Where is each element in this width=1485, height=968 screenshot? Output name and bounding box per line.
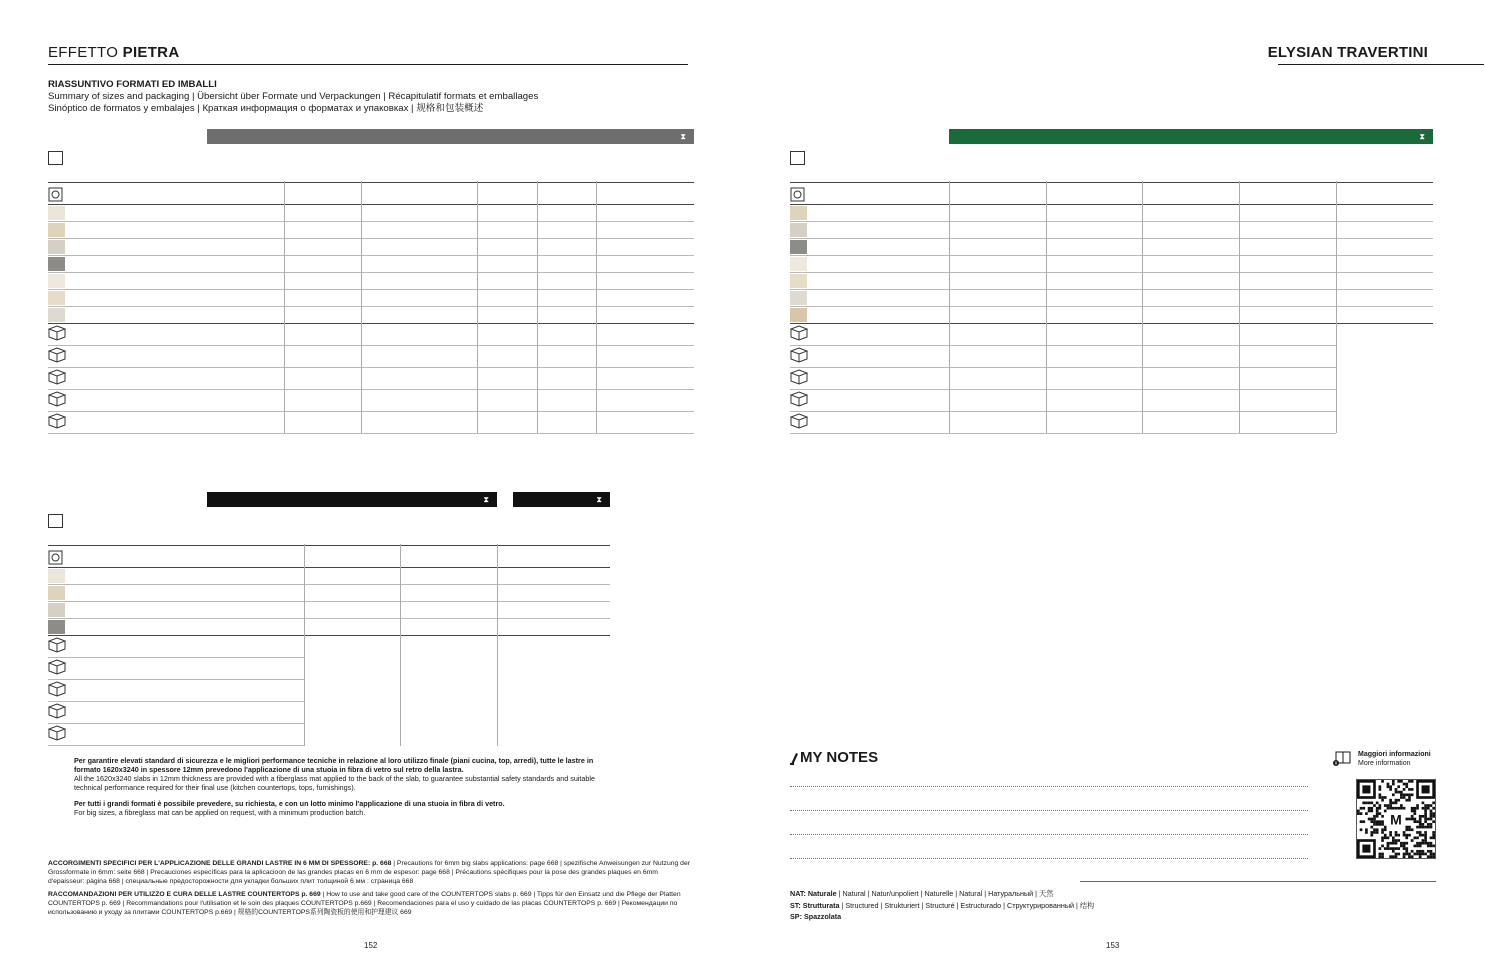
format-icon: [48, 514, 63, 528]
pack-row-rule: [790, 389, 1336, 390]
col-divider-3: [537, 181, 538, 433]
summary-block: [48, 79, 538, 115]
hourglass-icon: ⧗: [596, 494, 602, 504]
product-row-rule: [48, 272, 694, 273]
pack-row-rule: [790, 433, 1336, 434]
fiberglass-note: [74, 756, 614, 817]
note-1-bold: Per garantire elevati standard di sicurezza e le migliori performance tecniche in relazione al loro utilizzo finale (piani cucina, top, arredi), tutte le lastre in formato 1620x3240 in spessore 12mm prevedono l'applicazione di una stuoia in fibra di vetro sul retro della lastra.: [74, 756, 594, 774]
pack-icon-3: [790, 391, 804, 405]
note-4-bold: RACCOMANDAZIONI PER UTILIZZO E CURA DELLE LASTRE COUNTERTOPS p. 669: [48, 891, 321, 899]
more-info-label-2: More information: [1358, 760, 1411, 767]
pack-top-rule: [48, 635, 610, 636]
col-divider-4: [596, 181, 597, 433]
pack-icon-0: [48, 325, 62, 339]
swatch-ey13: [790, 274, 807, 288]
pack-top-rule: [48, 323, 694, 324]
thickness-bar-0: [949, 129, 1433, 144]
precautions-note: [48, 860, 696, 918]
finish-legend: [790, 888, 1094, 923]
hourglass-icon: ⧗: [680, 131, 686, 141]
summary-line1: Summary of sizes and packaging | Übersicht über Formate und Verpackungen | Récapitulatif formats et emballages: [48, 91, 539, 102]
col-divider-1: [361, 181, 362, 433]
swatch-ey10: [48, 206, 65, 220]
book-info-icon: [1333, 750, 1353, 766]
note-3-bold: ACCORGIMENTI SPECIFICI PER L'APPLICAZIONE DELLE GRANDI LASTRE IN 6 MM DI SPESSORE: p. 668: [48, 860, 392, 867]
swatch-ey08: [48, 620, 65, 634]
product-row-rule: [48, 584, 610, 585]
swatch-ey08: [790, 240, 807, 254]
thickness-bar-0: [207, 492, 497, 507]
product-row-rule: [48, 306, 694, 307]
pack-row-rule: [48, 679, 304, 680]
product-row-rule: [48, 255, 694, 256]
finish-top-rule: [48, 545, 610, 546]
col-divider-3: [1239, 181, 1240, 433]
product-row-rule: [48, 601, 610, 602]
surface-icon: [48, 187, 62, 201]
swatch-ey15: [790, 308, 807, 322]
pack-row-rule: [790, 367, 1336, 368]
pack-row-rule: [48, 411, 694, 412]
swatch-ey11: [790, 223, 807, 237]
more-info-label-1: Maggiori informazioni: [1358, 751, 1431, 758]
table-6-12mm: [48, 492, 610, 748]
products-top-rule: [48, 567, 610, 568]
pack-row-rule: [48, 433, 694, 434]
legend-rule: [1080, 881, 1436, 882]
swatch-ey13: [48, 291, 65, 305]
table-9mm: [48, 129, 694, 439]
pack-icon-2: [48, 369, 62, 383]
pack-icon-0: [790, 325, 804, 339]
product-row-rule: [48, 618, 610, 619]
note-3-text: | Precautions for 6mm big slabs applications: page 668 | spezifische Anweisungen zur Nutzung der Grossformate in 6mm: seite 668 | Precauciones específicas para la aplicacioon de las grandes placas en 6 mm de espesor: page 668 | Précautions spécifiques pour la pose des grandes plaques en 6mm d'epaisseur: pàgina 668 | специальные предосторожности для укладки больших плит толщиной 6 мм : страница 668: [48, 860, 690, 885]
header-rule-right: [1278, 64, 1484, 65]
note-1-text: All the 1620x3240 slabs in 12mm thickness are provided with a fiberglass mat applied to the back of the slab, to guarantee substantial safety standards and suitable technical performance required for their final use (kitchen countertops, tops, furnishings).: [74, 774, 596, 792]
my-notes-title: [790, 749, 878, 766]
products-top-rule: [48, 204, 694, 205]
col-divider-2: [497, 544, 498, 746]
hourglass-icon: ⧗: [483, 494, 489, 504]
pack-icon-1: [790, 347, 804, 361]
notes-line-3[interactable]: [790, 834, 1308, 835]
pack-row-rule: [48, 389, 694, 390]
header-bold: PIETRA: [122, 44, 180, 61]
swatch-ey11: [48, 603, 65, 617]
svg-text:M: M: [1390, 811, 1402, 828]
pack-icon-1: [48, 659, 62, 673]
col-divider-0: [284, 181, 285, 433]
header-rule-left: [48, 64, 688, 65]
right-page-header: ELYSIAN TRAVERTINI: [1267, 44, 1428, 61]
format-icon: [48, 151, 63, 165]
pack-row-rule: [48, 345, 694, 346]
summary-title: RIASSUNTIVO FORMATI ED IMBALLI: [48, 79, 217, 90]
finish-top-rule: [48, 182, 694, 183]
thickness-bar-1: [513, 492, 610, 507]
swatch-ey07: [48, 223, 65, 237]
more-info[interactable]: [1333, 750, 1431, 768]
legend-sp-bold: SP: Spazzolata: [790, 912, 842, 921]
pack-row-rule: [48, 657, 304, 658]
legend-nat-text: | Natural | Natur/unpoliert | Naturelle | Natural | Натуральный | 天然: [836, 889, 1054, 898]
hourglass-icon: ⧗: [1419, 131, 1425, 141]
summary-line2: Sinóptico de formatos y embalajes | Краткая информация о форматах и упаковках | 规格和包装概述: [48, 103, 484, 114]
pack-row-rule: [790, 345, 1336, 346]
pack-icon-0: [48, 637, 62, 651]
col-divider-2: [1142, 181, 1143, 433]
col-divider-0: [949, 181, 950, 433]
swatch-ey14: [48, 308, 65, 322]
swatch-ey07: [790, 206, 807, 220]
surface-icon: [48, 550, 62, 564]
legend-st-text: | Structured | Strukturiert | Structuré | Estructurado | Структурированный | 结构: [839, 900, 1095, 910]
page-number-right: 153: [1106, 941, 1120, 950]
legend-nat-bold: NAT: Naturale: [790, 889, 837, 898]
product-row-rule: [48, 238, 694, 239]
swatch-ey08: [48, 257, 65, 271]
pack-row-rule: [48, 367, 694, 368]
pack-icon-4: [48, 413, 62, 427]
pack-row-rule: [790, 411, 1336, 412]
pack-icon-2: [48, 681, 62, 695]
pack-icon-3: [48, 391, 62, 405]
col-divider-2: [477, 181, 478, 433]
legend-st-bold: ST: Strutturata: [790, 900, 840, 910]
format-icon: [790, 151, 805, 165]
pack-row-rule: [48, 745, 304, 746]
notes-line-4[interactable]: [790, 858, 1308, 859]
col-divider-4: [1336, 181, 1337, 433]
pack-icon-2: [790, 369, 804, 383]
page-number-left: 152: [364, 941, 378, 950]
swatch-ey12: [790, 257, 807, 271]
qr-code[interactable]: [1356, 779, 1436, 859]
pack-row-rule: [48, 701, 304, 702]
pack-icon-1: [48, 347, 62, 361]
note-2-bold: Per tutti i grandi formati è possibile prevedere, su richiesta, e con un lotto minimo l'applicazione di una stuoia in fibra di vetro.: [74, 799, 505, 808]
col-divider-1: [400, 544, 401, 746]
product-row-rule: [48, 221, 694, 222]
swatch-ey11: [48, 240, 65, 254]
pack-row-rule: [48, 723, 304, 724]
col-divider-1: [1046, 181, 1047, 433]
swatch-ey12: [48, 274, 65, 288]
notes-line-2[interactable]: [790, 810, 1308, 811]
header-light: EFFETTO: [48, 44, 119, 61]
table-20mm: [790, 129, 1433, 439]
col-divider-0: [304, 544, 305, 746]
swatch-ey14: [790, 291, 807, 305]
swatch-ey10: [48, 569, 65, 583]
swatch-ey07: [48, 586, 65, 600]
pack-icon-3: [48, 703, 62, 717]
pen-icon: [790, 752, 798, 764]
product-row-rule: [48, 289, 694, 290]
left-page-header: [48, 44, 179, 61]
my-notes-label: MY NOTES: [800, 749, 879, 766]
note-4-text: | How to use and take good care of the COUNTERTOPS slabs p. 669 | Tipps für den Einsatz und die Pflege der Platten COUNTERTOPS p. 669 | Recommandations pour l'utilisation et le soin des plaques COUNTERTOPS p.669 | Recomendaciones para el uso y cuidado de las placas COUNTERTOPS p. 669 | Рекомендации по использованию и уходу за плитами COUNTERTOPS p.669 | 规格的COUNTERTOPS系列陶瓷板的使用和护理建议 669: [48, 891, 681, 916]
surface-icon: [790, 187, 804, 201]
notes-line-1[interactable]: [790, 786, 1308, 787]
thickness-bar-0: [207, 129, 694, 144]
pack-icon-4: [48, 725, 62, 739]
note-2-text: For big sizes, a fibreglass mat can be applied on request, with a minimum production batch.: [74, 808, 366, 817]
pack-icon-4: [790, 413, 804, 427]
